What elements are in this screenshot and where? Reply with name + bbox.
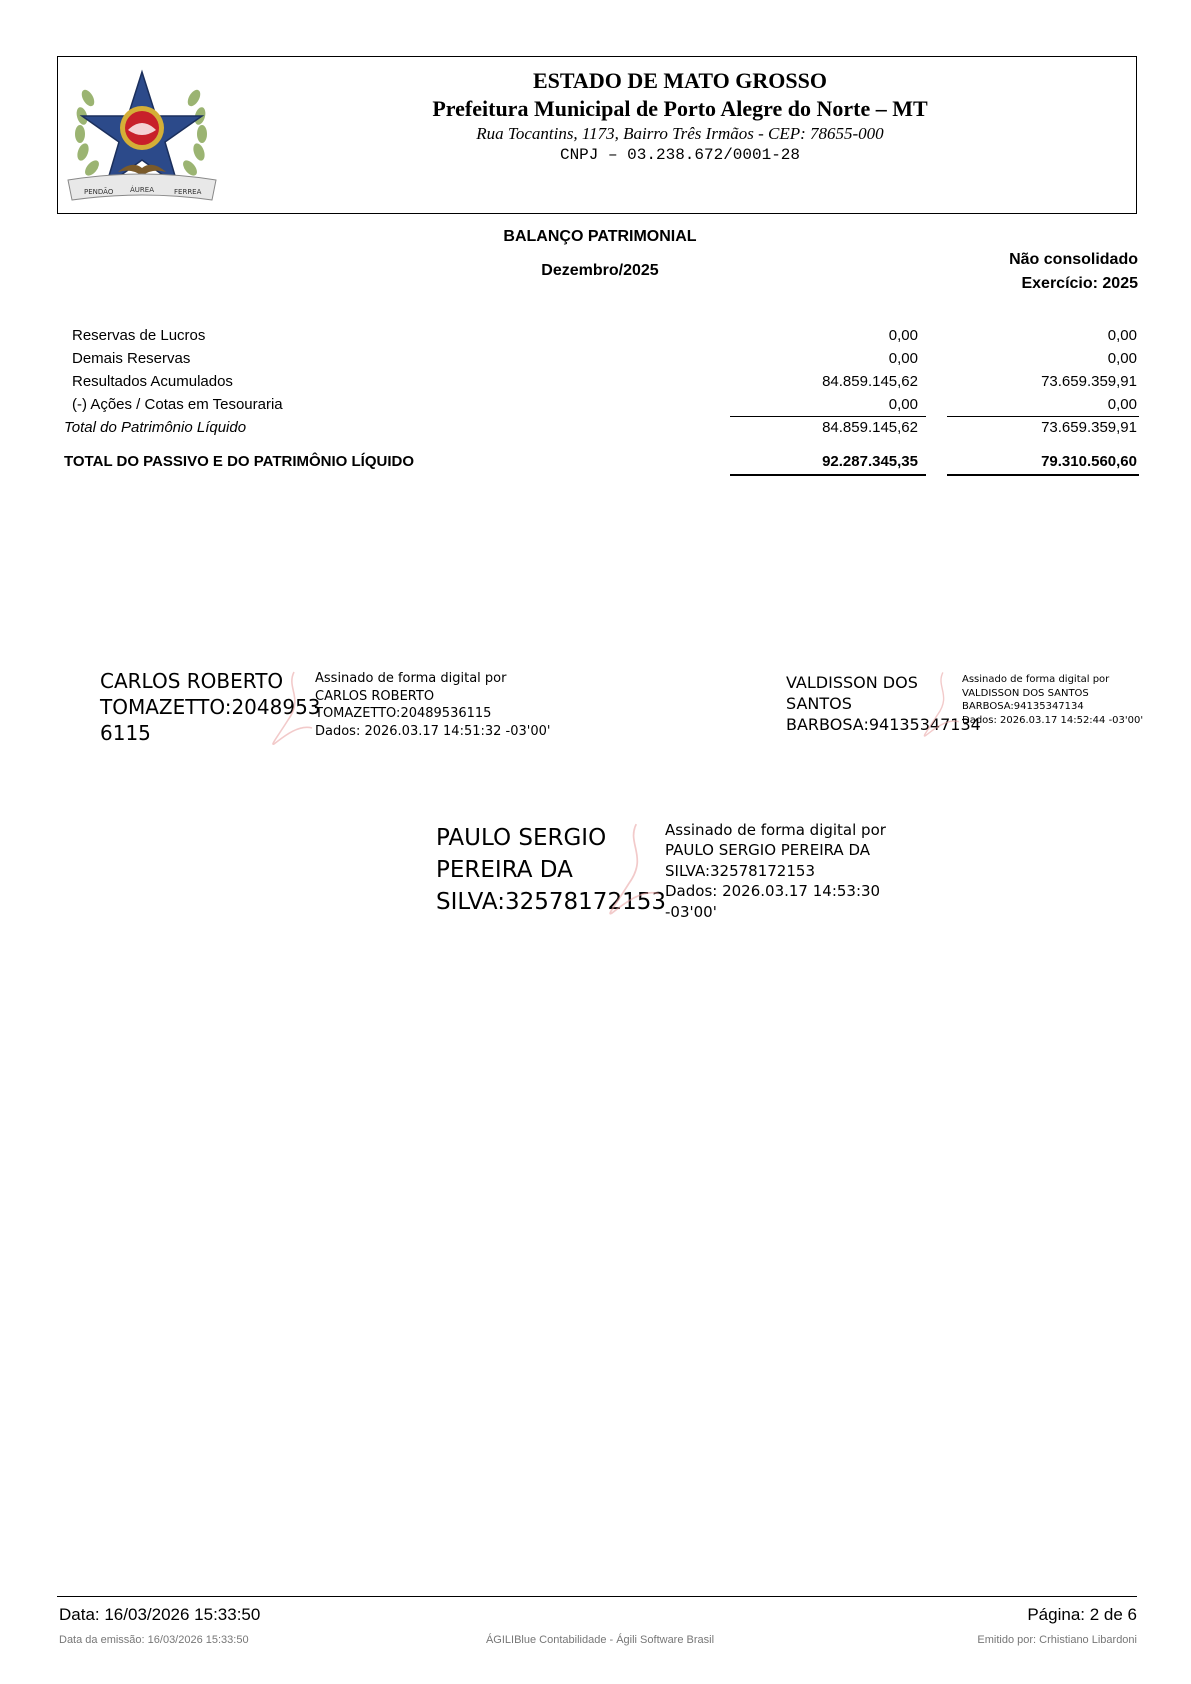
table-row	[0, 396, 1191, 418]
row-value-previous: 0,00	[1107, 350, 1137, 367]
row-value-current: 0,00	[888, 396, 918, 413]
footer-rule	[57, 1596, 1137, 1597]
consolidation-label: Não consolidado	[1009, 251, 1138, 268]
pdf-signature-mark-icon	[920, 668, 964, 742]
footer-software: ÁGILIBlue Contabilidade - Ágili Software Brasil	[485, 1634, 715, 1646]
footer-date: Data: 16/03/2026 15:33:50	[59, 1605, 261, 1624]
subtotal-rule-previous	[947, 416, 1139, 417]
exercise-label: Exercício: 2025	[1021, 275, 1138, 292]
row-value-current: 84.859.145,62	[822, 373, 918, 390]
table-row	[0, 327, 1191, 349]
footer-issuer: Emitido por: Crhistiano Libardoni	[977, 1634, 1137, 1646]
row-value-previous: 0,00	[1107, 396, 1137, 413]
svg-text:PENDÃO: PENDÃO	[84, 188, 114, 196]
cnpj-line: CNPJ – 03.238.672/0001-28	[559, 146, 801, 164]
subtotal-value-current: 84.859.145,62	[822, 419, 918, 436]
footer-page-number: Página: 2 de 6	[1027, 1605, 1137, 1624]
subtotal-label: Total do Patrimônio Líquido	[64, 419, 247, 436]
municipal-crest-icon	[66, 68, 218, 208]
pdf-signature-mark-icon	[604, 818, 666, 922]
subtotal-row	[0, 419, 1191, 441]
table-row	[0, 350, 1191, 372]
row-label: Resultados Acumulados	[72, 373, 233, 390]
total-value-previous: 79.310.560,60	[1041, 453, 1137, 470]
pdf-signature-mark-icon	[268, 668, 318, 750]
row-value-current: 0,00	[888, 327, 918, 344]
total-label: TOTAL DO PASSIVO E DO PATRIMÔNIO LÍQUIDO	[64, 453, 415, 470]
row-label: Demais Reservas	[72, 350, 191, 367]
total-rule-previous	[947, 474, 1139, 476]
signature-details: Assinado de forma digital por CARLOS ROBERTO TOMAZETTO:20489536115 Dados: 2026.03.17 14:51:32 -03'00'	[315, 671, 551, 739]
signer-name: VALDISSON DOS SANTOS BARBOSA:94135347134	[786, 673, 981, 735]
row-value-previous: 0,00	[1107, 327, 1137, 344]
report-period: Dezembro/2025	[541, 262, 659, 279]
signature-details: Assinado de forma digital por PAULO SERGIO PEREIRA DA SILVA:32578172153 Dados: 2026.03.17 14:53:30 -03'00'	[665, 821, 886, 921]
svg-text:FERREA: FERREA	[174, 188, 202, 196]
footer-emission-date: Data da emissão: 16/03/2026 15:33:50	[59, 1634, 249, 1646]
signature-details: Assinado de forma digital por VALDISSON DOS SANTOS BARBOSA:94135347134 Dados: 2026.03.17 14:52:44 -03'00'	[962, 674, 1144, 726]
municipality-title: Prefeitura Municipal de Porto Alegre do Norte – MT	[432, 96, 928, 121]
state-title: ESTADO DE MATO GROSSO	[532, 68, 827, 93]
subtotal-value-previous: 73.659.359,91	[1041, 419, 1137, 436]
row-value-previous: 73.659.359,91	[1041, 373, 1137, 390]
row-label: Reservas de Lucros	[72, 327, 206, 344]
signer-name: CARLOS ROBERTO TOMAZETTO:2048953 6115	[100, 669, 321, 745]
table-row	[0, 373, 1191, 395]
total-rule-current	[730, 474, 926, 476]
row-value-current: 0,00	[888, 350, 918, 367]
address-line: Rua Tocantins, 1173, Bairro Três Irmãos - CEP: 78655-000	[476, 124, 884, 143]
subtotal-rule-current	[730, 416, 926, 417]
row-label: (-) Ações / Cotas em Tesouraria	[72, 396, 283, 413]
signer-name: PAULO SERGIO PEREIRA DA SILVA:32578172153	[436, 825, 666, 916]
report-title: BALANÇO PATRIMONIAL	[503, 228, 697, 245]
total-value-current: 92.287.345,35	[822, 453, 918, 470]
svg-text:ÁUREA: ÁUREA	[130, 186, 154, 194]
total-row	[0, 453, 1191, 475]
